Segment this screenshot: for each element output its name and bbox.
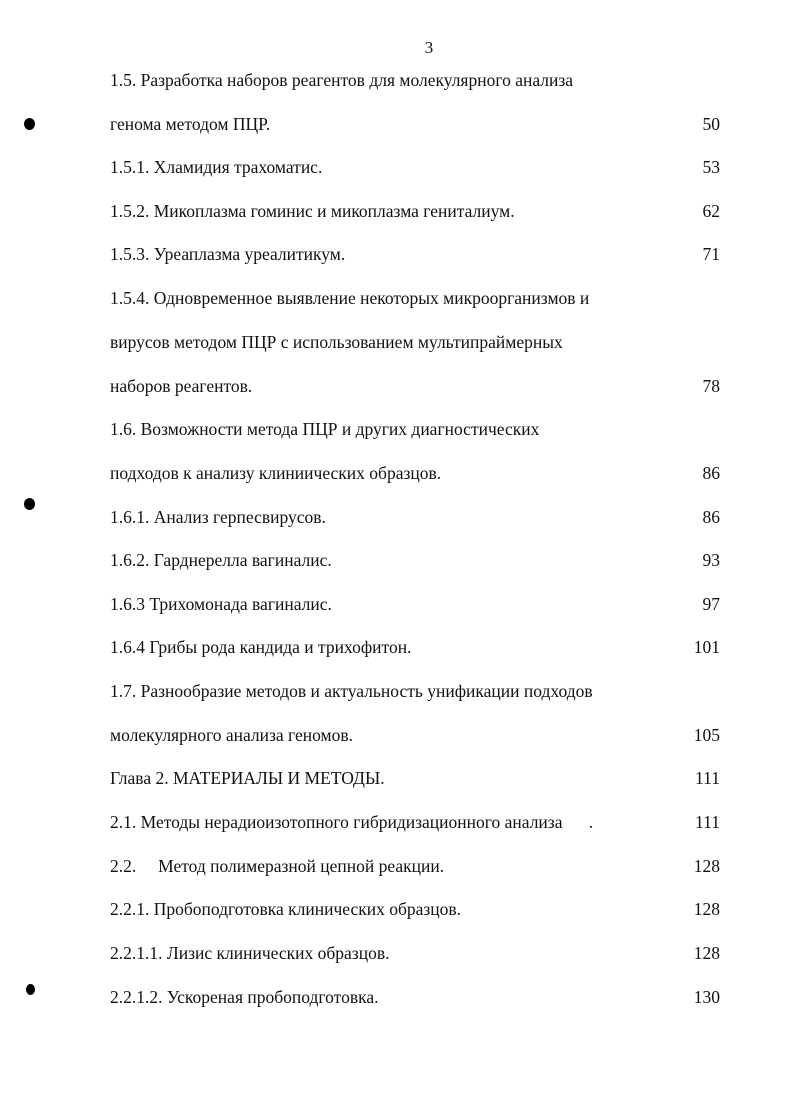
toc-entry-text: 1.6.2. Гарднерелла вагиналис. bbox=[110, 550, 332, 570]
binding-hole-2 bbox=[24, 498, 35, 510]
toc-entry-text: генома методом ПЦР. bbox=[110, 114, 271, 134]
toc-entry bbox=[110, 156, 720, 178]
toc-entry bbox=[110, 636, 720, 658]
toc-entry-page: 71 bbox=[702, 244, 720, 264]
toc-entry-page: 78 bbox=[702, 376, 720, 396]
toc-entry-text: наборов реагентов. bbox=[110, 376, 253, 396]
toc-entry bbox=[110, 113, 720, 135]
toc-entry-page: 101 bbox=[693, 637, 720, 657]
toc-entry-page: 62 bbox=[702, 201, 720, 221]
toc-entry-text: вирусов методом ПЦР с использованием мультипраймерных bbox=[110, 332, 563, 352]
page-number: 3 bbox=[424, 38, 434, 57]
toc-entry bbox=[110, 942, 720, 964]
toc-entry-text: 2.1. Методы нерадиоизотопного гибридизационного анализа . bbox=[110, 812, 594, 832]
binding-hole-3 bbox=[26, 984, 35, 995]
toc-entry bbox=[110, 593, 720, 615]
toc-entry-text: 1.5.1. Хламидия трахоматис. bbox=[110, 157, 323, 177]
toc-entry-page: 86 bbox=[702, 463, 720, 483]
toc-entry-text: подходов к анализу клиниических образцов. bbox=[110, 463, 442, 483]
toc-entry bbox=[110, 986, 720, 1008]
toc-entry-text: 1.7. Разнообразие методов и актуальность унификации подходов bbox=[110, 681, 593, 701]
toc-entry-page: 93 bbox=[702, 550, 720, 570]
toc-entry-text: 1.6.1. Анализ герпесвирусов. bbox=[110, 507, 326, 527]
toc-entry-page: 53 bbox=[702, 157, 720, 177]
toc-entry bbox=[110, 287, 720, 309]
toc-entry-text: 1.5.3. Уреаплазма уреалитикум. bbox=[110, 244, 346, 264]
toc-entry-text: 1.6. Возможности метода ПЦР и других диагностических bbox=[110, 419, 540, 439]
toc-entry-text: 1.5.4. Одновременное выявление некоторых микроорганизмов и bbox=[110, 288, 590, 308]
toc-entry-page: 105 bbox=[693, 725, 720, 745]
toc-entry bbox=[110, 506, 720, 528]
toc-entry bbox=[110, 69, 720, 91]
toc-entry-page: 86 bbox=[702, 507, 720, 527]
toc-entry bbox=[110, 200, 720, 222]
toc-entry-text: 1.6.3 Трихомонада вагиналис. bbox=[110, 594, 332, 614]
toc-entry-text: 2.2.1. Пробоподготовка клинических образцов. bbox=[110, 899, 462, 919]
toc-entry bbox=[110, 549, 720, 571]
toc-entry-page: 128 bbox=[693, 856, 720, 876]
toc-entry bbox=[110, 898, 720, 920]
toc-entry-text: Глава 2. МАТЕРИАЛЫ И МЕТОДЫ. bbox=[110, 768, 385, 788]
toc-entry bbox=[110, 331, 720, 353]
toc-entry-text: 2.2.1.2. Ускореная пробоподготовка. bbox=[110, 987, 379, 1007]
toc-entry-text: 2.2.1.1. Лизис клинических образцов. bbox=[110, 943, 390, 963]
toc-entry-text: 1.5. Разработка наборов реагентов для молекулярного анализа bbox=[110, 70, 574, 90]
toc-entry bbox=[110, 724, 720, 746]
toc-entry-page: 111 bbox=[695, 768, 720, 788]
toc-entry-page: 97 bbox=[702, 594, 720, 614]
toc-entry-page: 111 bbox=[695, 812, 720, 832]
toc-entry bbox=[110, 418, 720, 440]
toc-entry bbox=[110, 767, 720, 789]
binding-hole-1 bbox=[24, 118, 35, 130]
toc-entry bbox=[110, 375, 720, 397]
toc-entry-page: 130 bbox=[693, 987, 720, 1007]
toc-entry-page: 50 bbox=[702, 114, 720, 134]
toc-entry-text: 1.6.4 Грибы рода кандида и трихофитон. bbox=[110, 637, 412, 657]
toc-entry bbox=[110, 243, 720, 265]
toc-entry bbox=[110, 855, 720, 877]
toc-entry bbox=[110, 680, 720, 702]
toc-entry-text: 2.2. Метод полимеразной цепной реакции. bbox=[110, 856, 445, 876]
toc-entry-page: 128 bbox=[693, 943, 720, 963]
toc-entry bbox=[110, 462, 720, 484]
toc-entry bbox=[110, 811, 720, 833]
toc-entry-text: 1.5.2. Микоплазма гоминис и микоплазма гениталиум. bbox=[110, 201, 515, 221]
toc-entry-text: молекулярного анализа геномов. bbox=[110, 725, 354, 745]
toc-entry-page: 128 bbox=[693, 899, 720, 919]
